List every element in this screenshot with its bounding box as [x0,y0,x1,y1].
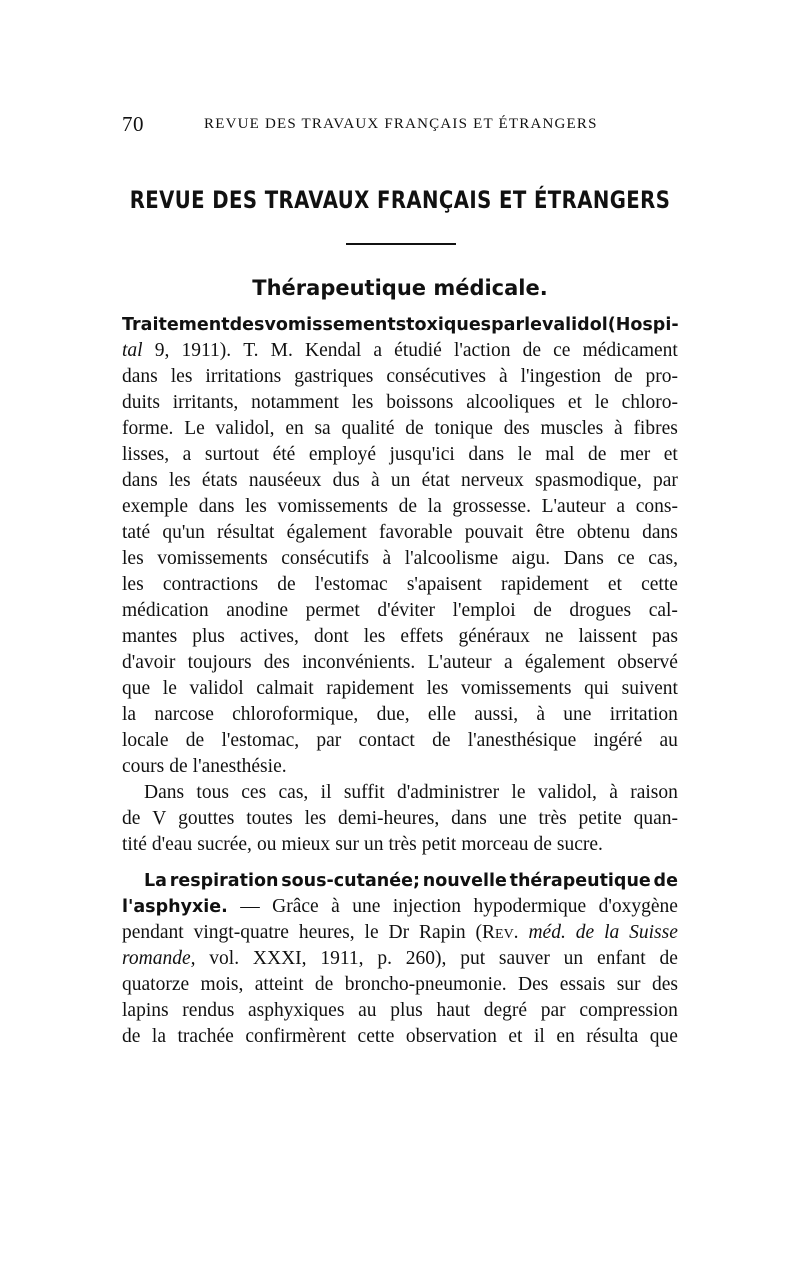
text-line: lapins rendus asphyxiques au plus haut degré par compression [122,1000,678,1021]
text-line: quatorze mois, atteint de broncho-pneumonie. Des essais sur des [122,974,678,995]
text-line: forme. Le validol, en sa qualité de tonique des muscles à fibres [122,418,678,439]
text-line: La respiration sous-cutanée; nouvelle thérapeutique de [144,871,678,891]
text-line: de la trachée confirmèrent cette observation et il en résulta que [122,1026,678,1047]
text-line: Dans tous ces cas, il suffit d'administrer le validol, à raison [144,782,678,803]
text-line: lisses, a surtout été employé jusqu'ici dans le mal de mer et [122,444,678,465]
text-line: les contractions de l'estomac s'apaisent rapidement et cette [122,574,678,595]
running-title: REVUE DES TRAVAUX FRANÇAIS ET ÉTRANGERS [204,116,598,132]
text-line: tal 9, 1911). T. M. Kendal a étudié l'action de ce médicament [122,340,678,361]
section-title: Thérapeutique médicale. [252,276,548,300]
running-head [122,112,682,142]
title-rule [346,243,456,245]
text-line: dans les irritations gastriques consécutives à l'ingestion de pro- [122,366,678,387]
text-line: exemple dans les vomissements de la grossesse. L'auteur a cons- [122,496,678,517]
paragraph-gap [122,858,678,868]
text-line: mantes plus actives, dont les effets généraux ne laissent pas [122,626,678,647]
text-line: pendant vingt-quatre heures, le Dr Rapin (Rev. méd. de la Suisse [122,922,678,943]
journal-title: REVUE DES TRAVAUX FRANÇAIS ET ÉTRANGERS [129,186,671,214]
page-number: 70 [122,112,144,136]
text-line: dans les états nauséeux dus à un état nerveux spasmodique, par [122,470,678,491]
text-line: taté qu'un résultat également favorable pouvait être obtenu dans [122,522,678,543]
text-line: romande, vol. XXXI, 1911, p. 260), put sauver un enfant de [122,948,678,969]
text-line: que le validol calmait rapidement les vomissements qui suivent [122,678,678,699]
text-line: tité d'eau sucrée, ou mieux sur un très petit morceau de sucre. [122,834,603,855]
text-line: les vomissements consécutifs à l'alcoolisme aigu. Dans ce cas, [122,548,678,569]
body-text [122,312,678,1050]
text-line: locale de l'estomac, par contact de l'anesthésique ingéré au [122,730,678,751]
text-line: duits irritants, notamment les boissons alcooliques et le chloro- [122,392,678,413]
text-line: de V gouttes toutes les demi-heures, dans une très petite quan- [122,808,678,829]
article-respiration [122,868,678,1050]
text-line: la narcose chloroformique, due, elle aussi, à une irritation [122,704,678,725]
text-line: Traitement des vomissements toxiques par le validol (Hospi- [122,315,679,335]
text-line: médication anodine permet d'éviter l'emploi de drogues cal- [122,600,678,621]
article-validol [122,312,678,858]
text-line: l'asphyxie. — Grâce à une injection hypodermique d'oxygène [122,896,678,917]
text-line: cours de l'anesthésie. [122,756,287,777]
text-line: d'avoir toujours des inconvénients. L'auteur a également observé [122,652,678,673]
